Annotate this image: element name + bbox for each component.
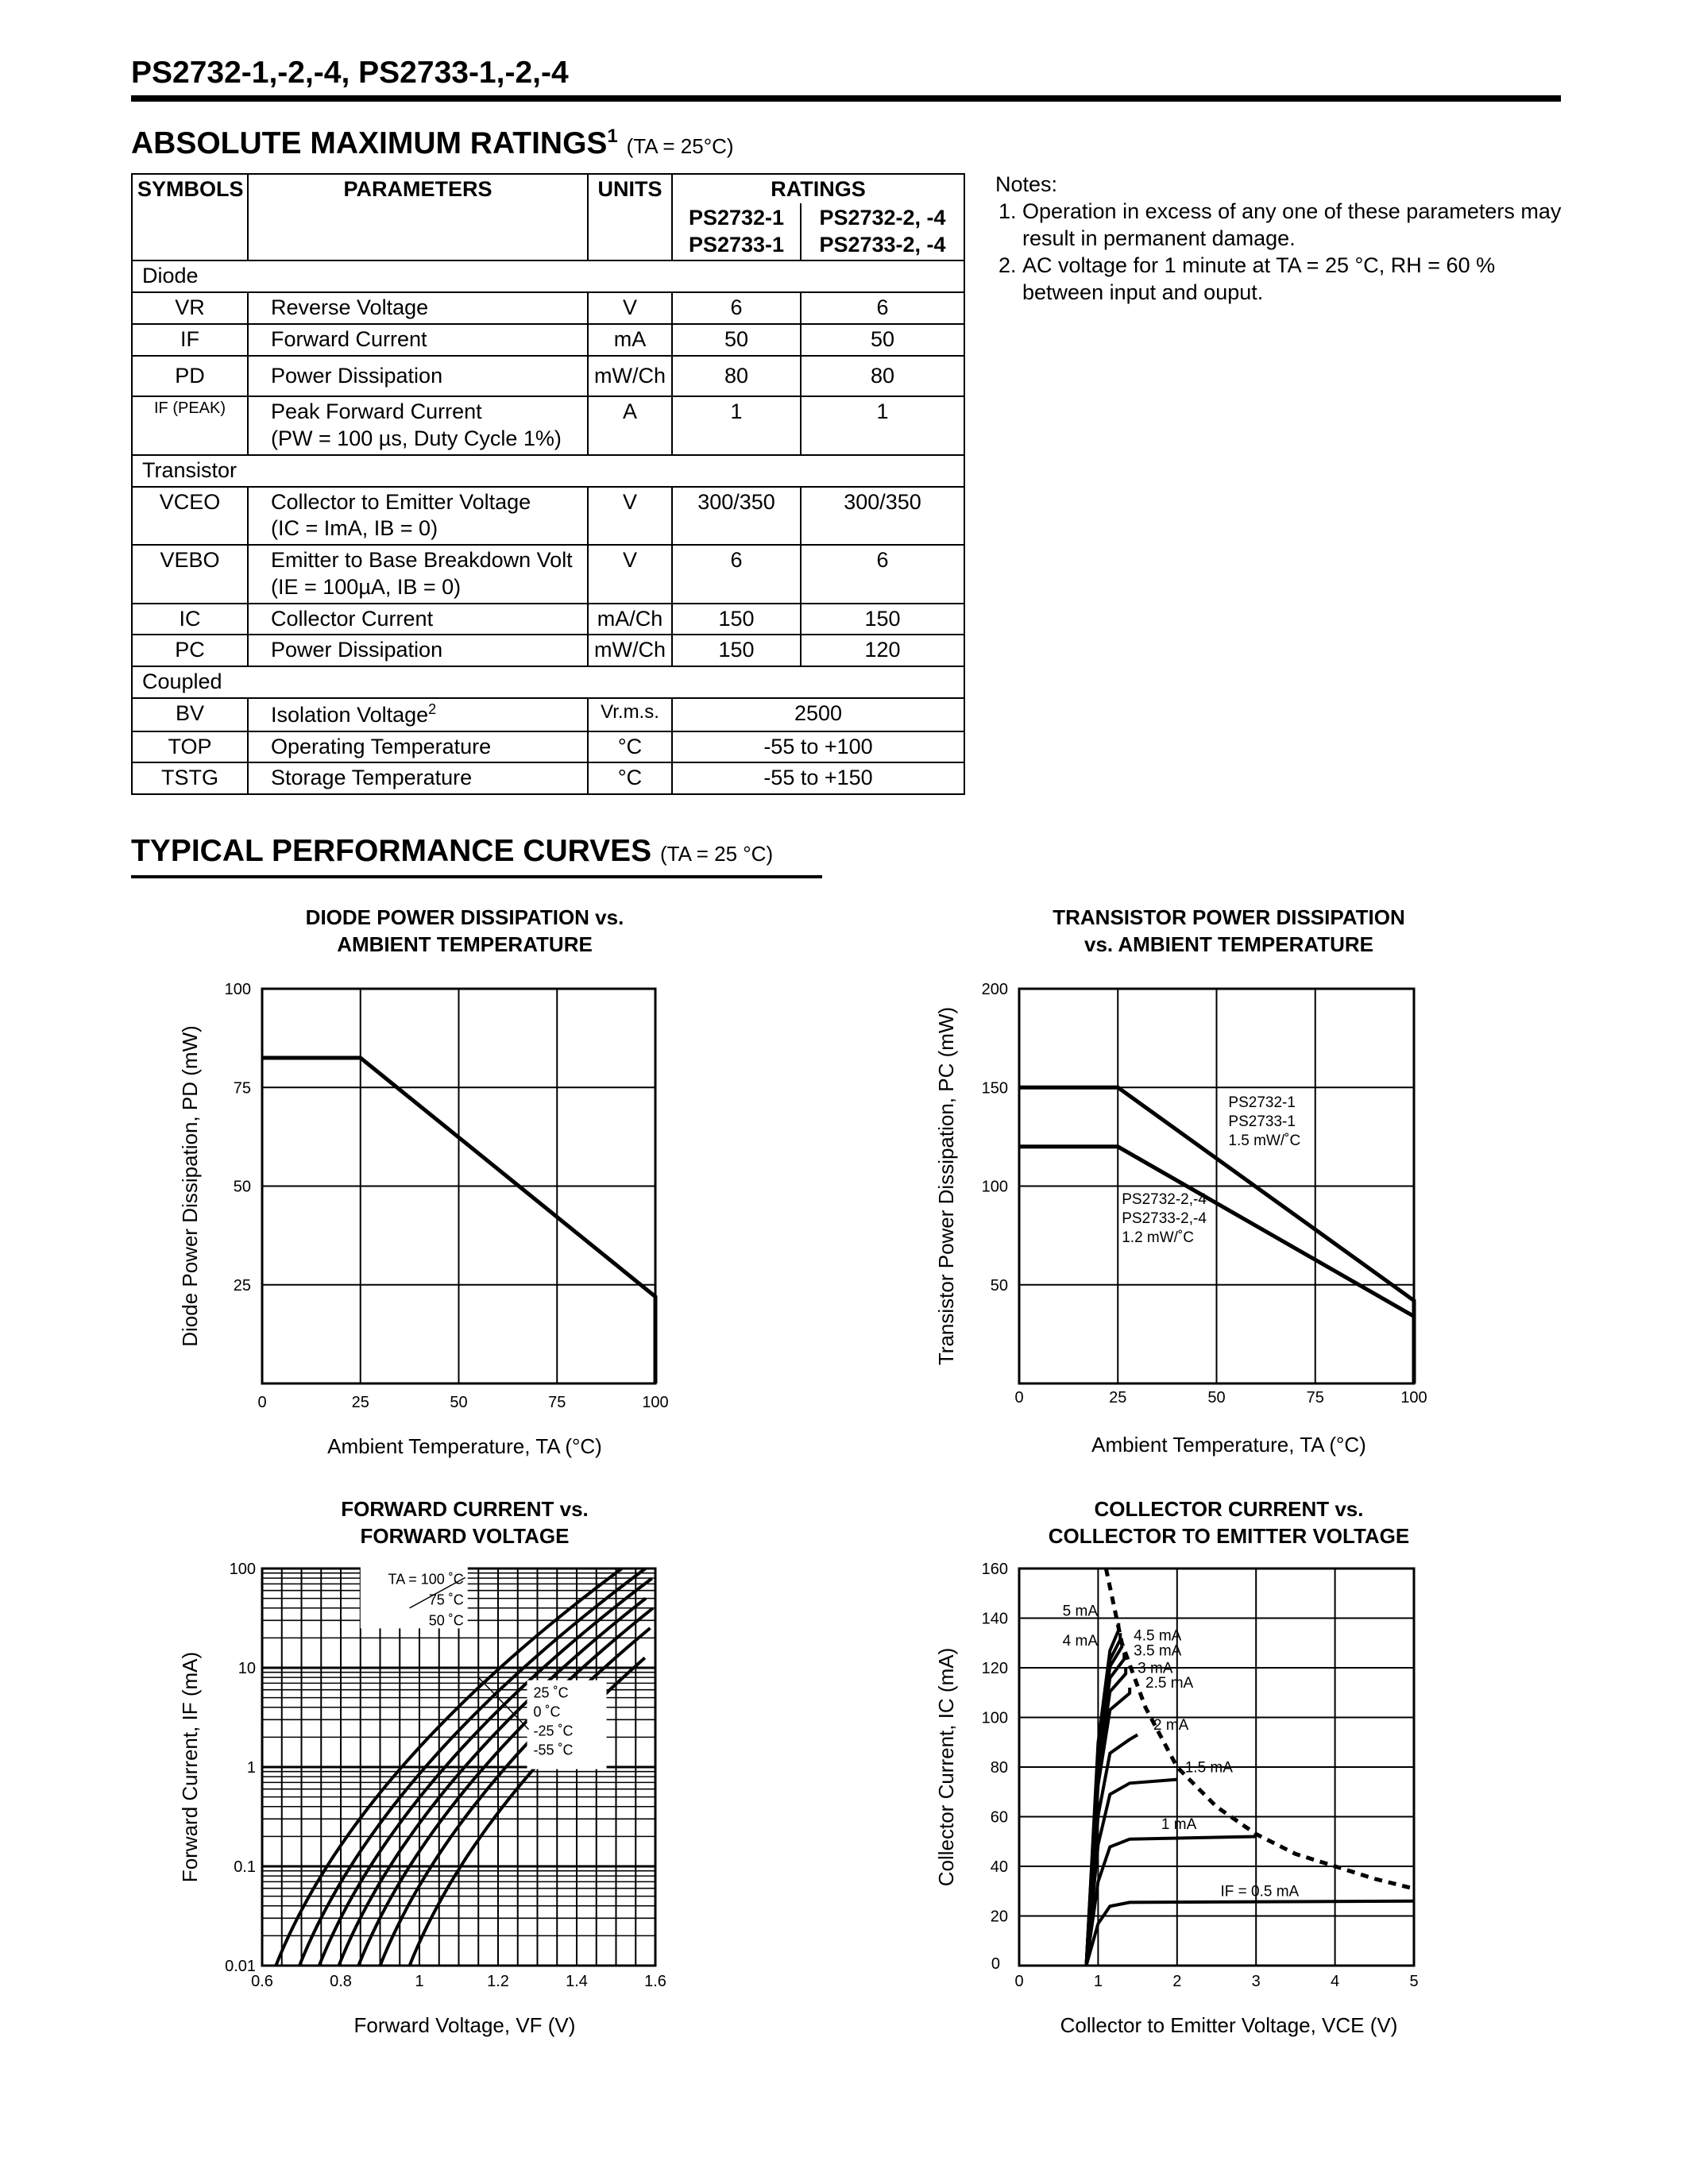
rating-cell: 300/350	[801, 487, 964, 546]
chart-title-line1: COLLECTOR CURRENT vs.	[1094, 1497, 1364, 1521]
chart-ylabel: Diode Power Dissipation, PD (mW)	[178, 1025, 202, 1347]
param-cell	[248, 545, 588, 604]
y-tick-label: 200	[981, 981, 1008, 998]
y-tick-label: 150	[981, 1079, 1008, 1098]
x-tick-label: 0	[257, 1394, 267, 1411]
chart-title-line1: TRANSISTOR POWER DISSIPATION	[1053, 905, 1405, 929]
col-symbols: SYMBOLS	[132, 174, 248, 260]
series-label: IF = 0.5 mA	[1220, 1883, 1300, 1900]
chart-xlabel: Forward Voltage, VF (V)	[353, 2013, 576, 2037]
symbol-cell: TOP	[132, 731, 248, 763]
notes-title: Notes:	[995, 172, 1058, 196]
param-cell: Operating Temperature	[248, 731, 588, 763]
rating-cell: 1	[801, 396, 964, 455]
table-row	[132, 324, 964, 356]
rating-cell: 150	[672, 604, 801, 635]
y-tick-label: 100	[981, 1709, 1008, 1727]
symbol-cell: VCEO	[132, 487, 248, 546]
table-row	[132, 635, 964, 666]
r2-line1: PS2732-2, -4	[819, 205, 946, 230]
x-tick-label: 1.6	[644, 1973, 666, 1990]
series-label: TA = 100 ˚C	[388, 1571, 464, 1588]
col-ratings-1	[672, 203, 801, 261]
x-tick-label: 2	[1172, 1973, 1182, 1990]
param-cell: Power Dissipation	[248, 356, 588, 397]
y-tick-label: 50	[233, 1178, 251, 1196]
rating-cell: 50	[801, 324, 964, 356]
chart-xlabel: Ambient Temperature, TA (°C)	[1091, 1433, 1366, 1457]
x-tick-label: 3	[1251, 1973, 1261, 1990]
y-tick-label: 120	[981, 1660, 1008, 1677]
symbol-cell: IF	[132, 324, 248, 356]
group-row-transistor	[132, 455, 964, 487]
y-tick-label: 10	[238, 1660, 256, 1677]
table-header-row	[132, 174, 964, 203]
unit-cell: °C	[588, 762, 672, 794]
symbol-cell: IC	[132, 604, 248, 635]
chart-ylabel: Transistor Power Dissipation, PC (mW)	[934, 1006, 958, 1366]
curves-title-text: TYPICAL PERFORMANCE CURVES	[131, 834, 652, 868]
table-row	[132, 487, 964, 546]
chart-collector-current	[921, 1489, 1477, 2053]
param-line2: (IC = ImA, IB = 0)	[271, 516, 438, 541]
series-label: 75 ˚C	[428, 1592, 464, 1608]
rating-cell: 6	[801, 292, 964, 324]
param-sup: 2	[428, 700, 437, 717]
annotation-label: PS2732-2,-4	[1122, 1190, 1207, 1208]
y-tick-label: 1	[246, 1759, 256, 1777]
symbol-cell: TSTG	[132, 762, 248, 794]
note-item: 2. AC voltage for 1 minute at TA = 25 °C, RH = 60 % between input and ouput.	[1022, 252, 1567, 306]
table-row	[132, 762, 964, 794]
table-row	[132, 698, 964, 731]
x-tick-label: 1.4	[566, 1973, 588, 1990]
y-tick-label: 25	[233, 1276, 251, 1295]
rating-cell: -55 to +150	[672, 762, 964, 794]
chart-transistor-power	[921, 897, 1462, 1469]
series-label: 1 mA	[1161, 1816, 1197, 1834]
curves-title-rule	[131, 875, 822, 878]
series-label: 4.5 mA	[1134, 1627, 1182, 1645]
param-cell	[248, 396, 588, 455]
rating-cell: 150	[672, 635, 801, 666]
rating-cell: 6	[672, 292, 801, 324]
x-tick-label: 5	[1409, 1973, 1419, 1990]
y-tick-label: 140	[981, 1610, 1008, 1628]
table-row	[132, 292, 964, 324]
chart-ylabel: Collector Current, IC (mA)	[934, 1647, 958, 1887]
rating-cell: 1	[672, 396, 801, 455]
x-tick-label: 1.2	[487, 1973, 509, 1990]
series-label: 2.5 mA	[1145, 1675, 1194, 1692]
param-line2: (PW = 100 µs, Duty Cycle 1%)	[271, 426, 562, 450]
param-line1: Emitter to Base Breakdown Volt	[271, 548, 573, 572]
series-label: 5 mA	[1062, 1603, 1099, 1620]
param-cell: Collector Current	[248, 604, 588, 635]
col-parameters: PARAMETERS	[248, 174, 588, 260]
abs-max-title-sup: 1	[607, 125, 618, 147]
param-line2: (IE = 100µA, IB = 0)	[271, 574, 462, 599]
annotation-label: PS2732-1	[1228, 1094, 1296, 1112]
y-tick-label: 50	[990, 1276, 1008, 1295]
rating-cell: 300/350	[672, 487, 801, 546]
abs-max-title	[131, 125, 734, 161]
limit-curve	[1106, 1569, 1414, 1889]
group-row-coupled	[132, 666, 964, 698]
chart-title-line2: AMBIENT TEMPERATURE	[337, 932, 593, 956]
y-tick-label: 20	[990, 1908, 1008, 1926]
series-label: 25 ˚C	[533, 1684, 569, 1701]
x-tick-label: 4	[1331, 1973, 1340, 1990]
y-tick-label: 0.1	[234, 1858, 256, 1876]
rating-cell: 80	[672, 356, 801, 397]
chart-title-line1: FORWARD CURRENT vs.	[341, 1497, 589, 1521]
table-row	[132, 731, 964, 763]
rating-cell: 2500	[672, 698, 964, 731]
param-cell: Reverse Voltage	[248, 292, 588, 324]
chart-forward-current	[143, 1489, 699, 2053]
annotation-label: 1.5 mW/˚C	[1228, 1133, 1301, 1150]
y-tick-label: 160	[981, 1561, 1008, 1578]
abs-max-title-text: ABSOLUTE MAXIMUM RATINGS	[131, 126, 608, 160]
x-tick-label: 0.6	[251, 1973, 273, 1990]
x-tick-label: 75	[548, 1394, 566, 1411]
rating-cell: 6	[801, 545, 964, 604]
series-label: 4 mA	[1062, 1632, 1099, 1650]
x-tick-label: 50	[1207, 1389, 1226, 1406]
series-label: -55 ˚C	[533, 1742, 574, 1758]
param-cell	[248, 487, 588, 546]
x-tick-label: 1	[415, 1973, 424, 1990]
y-tick-label: 60	[990, 1808, 1008, 1827]
note-item: 1. Operation in excess of any one of these parameters may result in permanent damage.	[1022, 198, 1567, 252]
series-label: 3 mA	[1138, 1660, 1173, 1677]
unit-cell: Vr.m.s.	[588, 698, 672, 731]
group-label-diode: Diode	[132, 260, 964, 292]
series-label: -25 ˚C	[533, 1723, 574, 1739]
symbol-cell: VEBO	[132, 545, 248, 604]
series-label: 3.5 mA	[1134, 1642, 1182, 1660]
r1-line1: PS2732-1	[688, 205, 785, 230]
x-tick-label: 100	[1400, 1389, 1427, 1406]
table-row	[132, 604, 964, 635]
chart-xlabel: Collector to Emitter Voltage, VCE (V)	[1060, 2013, 1398, 2037]
chart-title-line2: COLLECTOR TO EMITTER VOLTAGE	[1048, 1524, 1410, 1548]
annotation-label: PS2733-2,-4	[1122, 1210, 1207, 1227]
annotation-label: PS2733-1	[1228, 1113, 1296, 1131]
rating-cell: 6	[672, 545, 801, 604]
notes-block	[995, 171, 1567, 306]
series-line	[1086, 1901, 1414, 1966]
rating-cell: -55 to +100	[672, 731, 964, 763]
unit-cell: °C	[588, 731, 672, 763]
group-row-diode	[132, 260, 964, 292]
y-tick-label: 40	[990, 1858, 1008, 1876]
r1-line2: PS2733-1	[688, 232, 785, 257]
unit-cell: V	[588, 487, 672, 546]
param-cell: Forward Current	[248, 324, 588, 356]
x-tick-label: 75	[1306, 1389, 1324, 1406]
chart-xlabel: Ambient Temperature, TA (°C)	[327, 1434, 602, 1458]
param-cell	[248, 698, 588, 731]
x-tick-label: 100	[642, 1394, 669, 1411]
table-row	[132, 545, 964, 604]
rating-cell: 150	[801, 604, 964, 635]
x-tick-label: 0	[1014, 1973, 1024, 1990]
symbol-cell: PC	[132, 635, 248, 666]
y-tick-label: 100	[981, 1178, 1008, 1196]
unit-cell: V	[588, 292, 672, 324]
unit-cell: mA/Ch	[588, 604, 672, 635]
chart-ylabel: Forward Current, IF (mA)	[178, 1651, 202, 1883]
header-rule	[131, 95, 1561, 102]
symbol-cell: PD	[132, 356, 248, 397]
abs-max-table	[131, 173, 965, 795]
series-label: 1.5 mA	[1184, 1759, 1233, 1777]
y-tick-label: 75	[233, 1079, 251, 1098]
col-ratings-2	[801, 203, 964, 261]
annotation-label: 1.2 mW/˚C	[1122, 1229, 1195, 1246]
param-line1: Collector to Emitter Voltage	[271, 489, 531, 514]
chart-title-line1: DIODE POWER DISSIPATION vs.	[305, 905, 624, 929]
y-tick-label: 100	[229, 1561, 256, 1578]
series-label: 2 mA	[1153, 1717, 1189, 1734]
x-tick-label: 25	[351, 1394, 369, 1411]
y-tick-label: 100	[224, 981, 251, 998]
rating-cell: 80	[801, 356, 964, 397]
x-tick-label: 50	[450, 1394, 468, 1411]
abs-max-condition: (TA = 25°C)	[626, 134, 734, 158]
page-header-title: PS2732-1,-2,-4, PS2733-1,-2,-4	[131, 56, 569, 90]
param-cell: Power Dissipation	[248, 635, 588, 666]
table-row	[132, 396, 964, 455]
curves-title	[131, 834, 773, 869]
param-text: Isolation Voltage	[271, 702, 429, 727]
symbol-cell: BV	[132, 698, 248, 731]
unit-cell: A	[588, 396, 672, 455]
param-line1: Peak Forward Current	[271, 399, 482, 424]
chart-title-line2: vs. AMBIENT TEMPERATURE	[1083, 932, 1374, 956]
curves-condition: (TA = 25 °C)	[659, 842, 774, 866]
x-tick-label: 0.8	[330, 1973, 352, 1990]
y-tick-label: 80	[990, 1759, 1008, 1777]
col-units: UNITS	[588, 174, 672, 260]
y-tick-label: 0.01	[225, 1958, 256, 1975]
unit-cell: mA	[588, 324, 672, 356]
series-label: 50 ˚C	[428, 1612, 464, 1629]
r2-line2: PS2733-2, -4	[819, 232, 946, 257]
y-tick-label: 0	[991, 1955, 1000, 1973]
x-tick-label: 0	[1014, 1389, 1024, 1406]
unit-cell: mW/Ch	[588, 635, 672, 666]
chart-title-line2: FORWARD VOLTAGE	[360, 1524, 570, 1548]
chart-diode-power	[143, 897, 683, 1469]
series-label: 0 ˚C	[533, 1704, 561, 1720]
param-cell: Storage Temperature	[248, 762, 588, 794]
rating-cell: 120	[801, 635, 964, 666]
table-row	[132, 356, 964, 397]
group-label-transistor: Transistor	[132, 455, 964, 487]
symbol-cell: VR	[132, 292, 248, 324]
notes-list	[995, 198, 1567, 306]
col-ratings: RATINGS	[672, 174, 964, 203]
unit-cell: mW/Ch	[588, 356, 672, 397]
x-tick-label: 25	[1109, 1389, 1127, 1406]
symbol-cell: IF (PEAK)	[132, 396, 248, 455]
unit-cell: V	[588, 545, 672, 604]
group-label-coupled: Coupled	[132, 666, 964, 698]
x-tick-label: 1	[1093, 1973, 1103, 1990]
rating-cell: 50	[672, 324, 801, 356]
